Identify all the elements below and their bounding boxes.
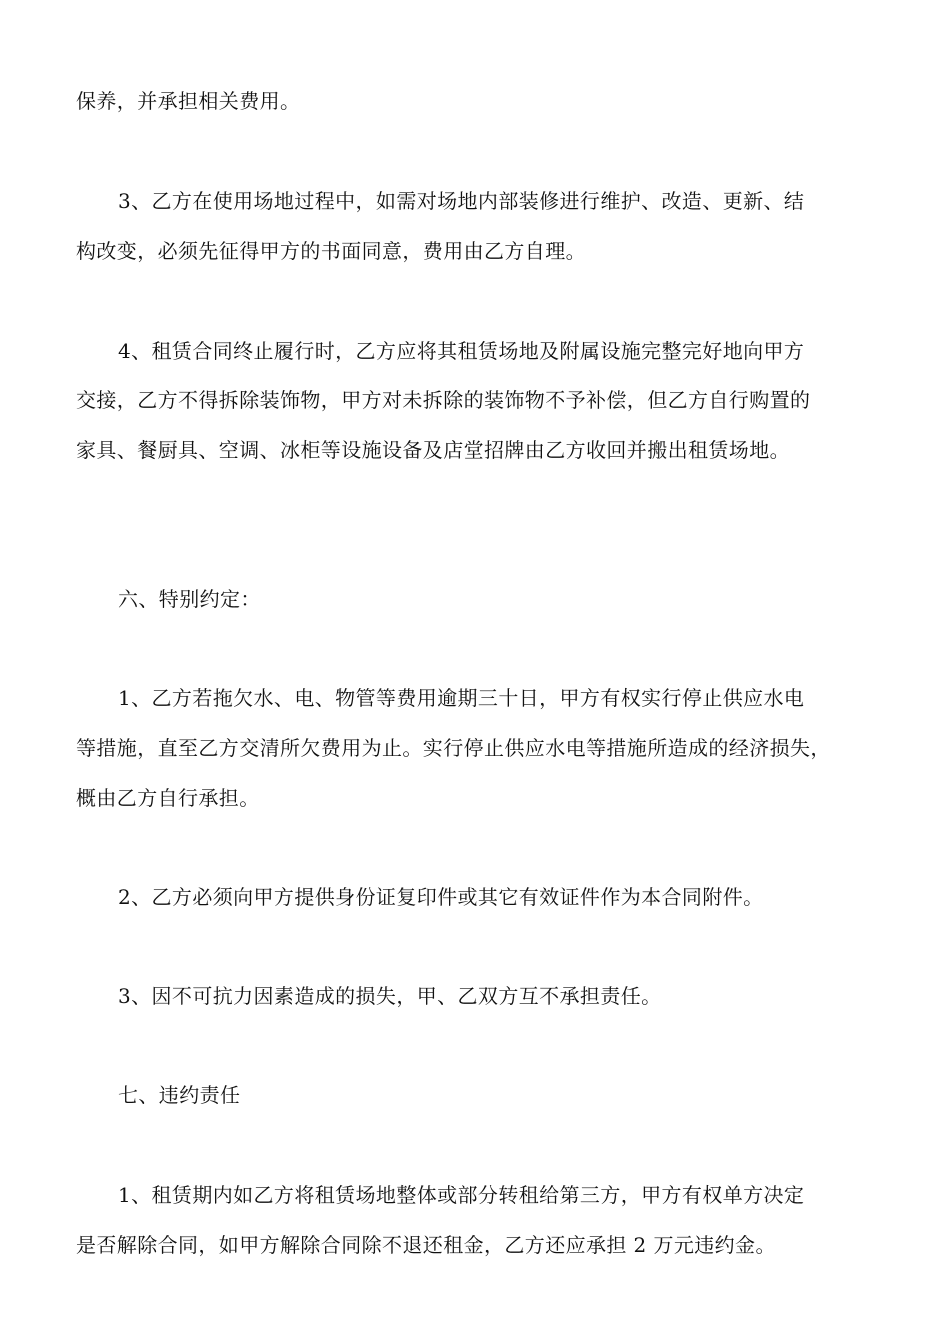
section-heading: 七、违约责任 <box>118 1083 241 1107</box>
text-line: 交接，乙方不得拆除装饰物，甲方对未拆除的装饰物不予补偿，但乙方自行购置的 <box>76 388 811 412</box>
section-heading: 六、特别约定： <box>118 587 261 611</box>
text-line: 等措施，直至乙方交清所欠费用为止。实行停止供应水电等措施所造成的经济损失， <box>76 736 831 760</box>
text-line: 构改变，必须先征得甲方的书面同意，费用由乙方自理。 <box>76 239 586 263</box>
text-line: 2、乙方必须向甲方提供身份证复印件或其它有效证件作为本合同附件。 <box>118 885 764 909</box>
text-line: 4、租赁合同终止履行时，乙方应将其租赁场地及附属设施完整完好地向甲方 <box>118 339 805 363</box>
text-line: 保养，并承担相关费用。 <box>76 89 301 113</box>
text-line: 概由乙方自行承担。 <box>76 786 260 810</box>
text-line: 3、乙方在使用场地过程中，如需对场地内部装修进行维护、改造、更新、结 <box>118 189 805 213</box>
text-line: 1、乙方若拖欠水、电、物管等费用逾期三十日，甲方有权实行停止供应水电 <box>118 686 805 710</box>
text-line: 家具、餐厨具、空调、冰柜等设施设备及店堂招牌由乙方收回并搬出租赁场地。 <box>76 438 790 462</box>
text-line: 是否解除合同，如甲方解除合同除不退还租金，乙方还应承担 2 万元违约金。 <box>76 1233 776 1257</box>
text-line: 3、因不可抗力因素造成的损失，甲、乙双方互不承担责任。 <box>118 984 662 1008</box>
text-line: 1、租赁期内如乙方将租赁场地整体或部分转租给第三方，甲方有权单方决定 <box>118 1183 805 1207</box>
